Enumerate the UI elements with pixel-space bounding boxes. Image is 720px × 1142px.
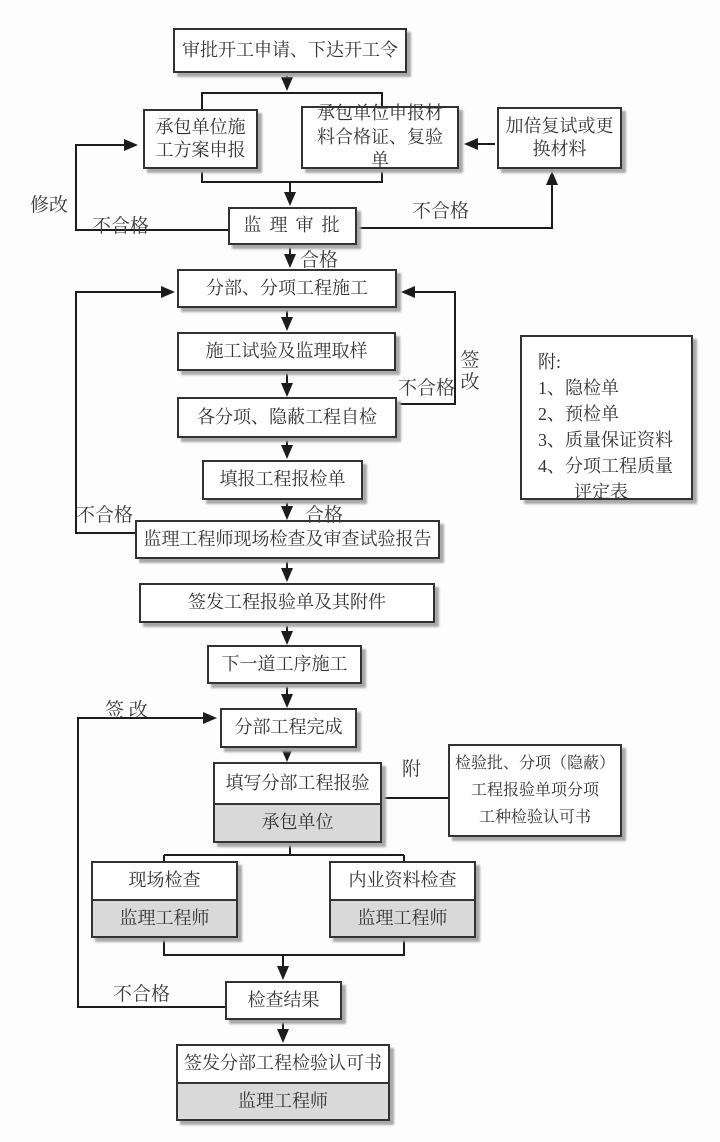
node-fill-subproject-report: 填写分部工程报验 xyxy=(213,762,382,805)
node-contractor-plan: 承包单位施工方案申报 xyxy=(143,109,258,169)
arrow-fail-mid-feedback xyxy=(76,292,172,533)
node-approve-start: 审批开工申请、下达开工令 xyxy=(173,28,407,73)
node-test-sampling: 施工试验及监理取样 xyxy=(177,332,396,371)
note-attachment-title: 附: xyxy=(538,352,562,372)
node-fill-subproject-report-stack xyxy=(213,762,382,843)
note-attachment-item: 3、质量保证资料 xyxy=(538,430,673,450)
node-issue-inspection-form: 签发工程报验单及其附件 xyxy=(139,583,435,623)
edge-label-fail-bottom: 不合格 xyxy=(113,984,171,1005)
node-subitem-construction: 分部、分项工程施工 xyxy=(177,269,397,308)
edge-label-pass-review: 合格 xyxy=(300,250,339,271)
edge-label-fail-mid-left: 不合格 xyxy=(76,505,134,526)
node-subproject-complete: 分部工程完成 xyxy=(220,708,357,748)
node-next-process: 下一道工序施工 xyxy=(207,645,362,684)
split-inspection-connector xyxy=(164,844,404,861)
note-acceptance-cert-line: 检验批、分项（隐蔽） xyxy=(454,755,615,772)
node-retest-replace: 加倍复试或更换材料 xyxy=(497,107,622,169)
node-site-inspection: 现场检查 xyxy=(91,861,238,901)
edge-label-pass-form: 合格 xyxy=(305,505,344,526)
node-site-inspection-stack xyxy=(91,861,238,938)
note-attachment-item: 2、预检单 xyxy=(538,404,619,424)
node-supervisor-engineer: 监理工程师 xyxy=(91,901,238,938)
edge-label-fail-top-left: 不合格 xyxy=(92,216,150,237)
node-issue-subproject-cert: 签发分部工程检验认可书 xyxy=(176,1044,390,1084)
node-contractor-unit: 承包单位 xyxy=(213,805,382,843)
node-site-check-report: 监理工程师现场检查及审查试验报告 xyxy=(135,520,440,559)
note-attachment-item: 1、隐检单 xyxy=(538,378,619,398)
node-issue-subproject-cert-stack xyxy=(176,1044,390,1121)
node-inspection-form: 填报工程报检单 xyxy=(202,460,363,500)
node-self-inspection: 各分项、隐蔽工程自检 xyxy=(177,397,397,438)
node-supervisor-engineer: 监理工程师 xyxy=(176,1084,390,1121)
note-attachment xyxy=(520,335,693,500)
node-office-inspection-stack xyxy=(329,861,476,938)
note-acceptance-cert xyxy=(448,744,622,837)
node-contractor-materials: 承包单位申报材料合格证、复验单 xyxy=(301,106,459,169)
edge-label-fail-mid-right: 不合格 xyxy=(398,378,456,399)
edge-label-sign-change-vertical: 签改 xyxy=(460,350,480,393)
edge-label-attach: 附 xyxy=(402,759,422,780)
edge-label-sign-change: 签 改 xyxy=(105,700,148,721)
node-office-data-inspection: 内业资料检查 xyxy=(329,861,476,901)
node-check-result: 检查结果 xyxy=(225,981,342,1020)
edge-label-modify: 修改 xyxy=(30,195,69,216)
merge-result-connector xyxy=(164,938,404,955)
node-supervisor-review: 监理审批 xyxy=(228,207,357,245)
note-acceptance-cert-line: 工种检验认可书 xyxy=(478,809,591,826)
note-attachment-item: 评定表 xyxy=(574,482,628,502)
node-supervisor-engineer: 监理工程师 xyxy=(329,901,476,938)
note-acceptance-cert-line: 工程报验单项分项 xyxy=(470,782,599,799)
note-attachment-item: 4、分项工程质量 xyxy=(538,456,673,476)
edge-label-fail-top-right: 不合格 xyxy=(412,201,470,222)
